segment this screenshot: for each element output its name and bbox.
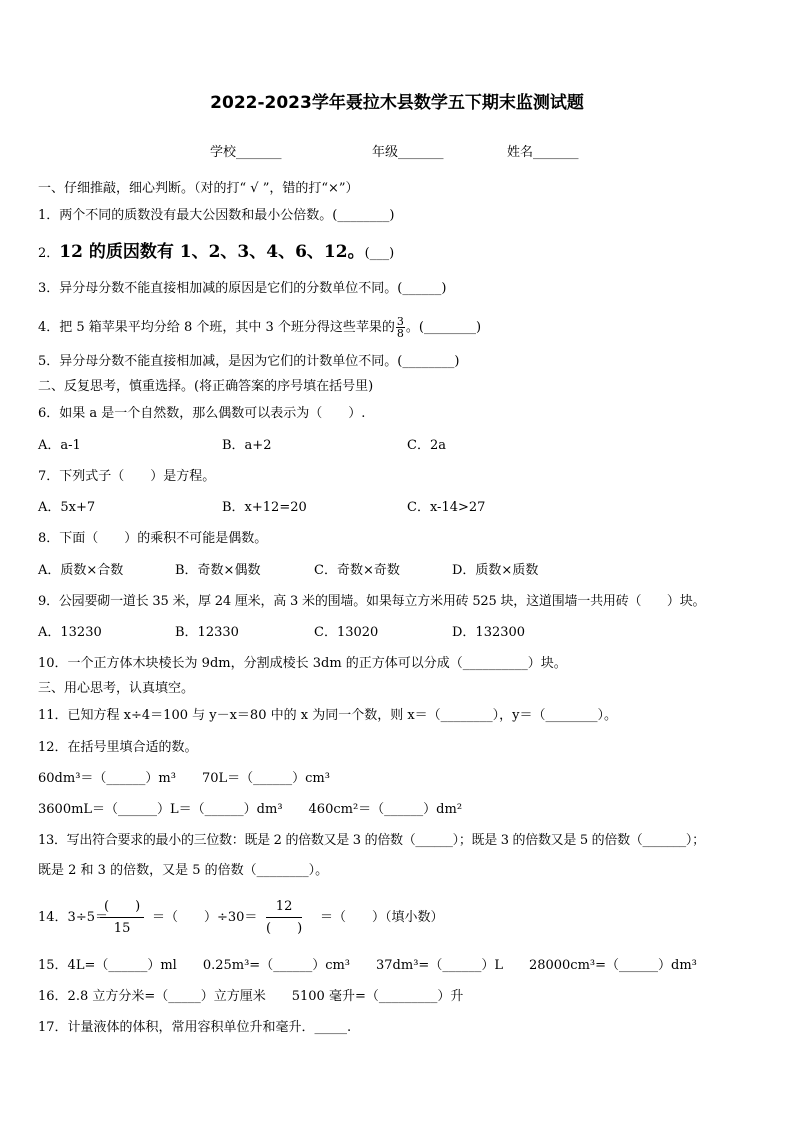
- question-2: [38, 243, 394, 263]
- fraction-numerator: ( ): [100, 899, 144, 918]
- q7-option-c: C．x-14>27: [407, 500, 486, 515]
- page-title: 2022-2023学年聂拉木县数学五下期末监测试题: [210, 93, 584, 113]
- question-13-line-1: 13．写出符合要求的最小的三位数：既是 2 的倍数又是 3 的倍数（______）；既是 3 的倍数又是 5 的倍数（_______）；: [38, 833, 705, 848]
- q8-option-b: B．奇数×偶数: [175, 563, 261, 578]
- question-9: 9．公园要砌一道长 35 米，厚 24 厘米，高 3 米的围墙。如果每立方米用砖 525 块，这道围墙一共用砖（ ）块。: [38, 594, 706, 609]
- question-7: 7．下列式子（ ）是方程。: [38, 469, 216, 484]
- question-17: 17．计量液体的体积，常用容积单位升和毫升．_____.: [38, 1020, 352, 1035]
- q7-option-b: B．x+12=20: [222, 500, 307, 515]
- q6-option-b: B．a+2: [222, 438, 272, 453]
- fraction-denominator: ( ): [266, 921, 303, 936]
- q8-option-d: D．质数×质数: [452, 563, 539, 578]
- question-12-line-2: 3600mL＝（______）L＝（______）dm³ 460cm²＝（______）dm²: [38, 802, 463, 817]
- question-8: 8．下面（ ）的乘积不可能是偶数。: [38, 531, 268, 546]
- question-12-line-1: 60dm³＝（______）m³ 70L＝（______）cm³: [38, 771, 330, 786]
- grade-field: 年级_______: [372, 145, 444, 160]
- question-4: [38, 316, 481, 339]
- question-1: 1．两个不同的质数没有最大公因数和最小公倍数。(________): [38, 208, 395, 223]
- q8-option-a: A．质数×合数: [38, 563, 124, 578]
- question-10: 10．一个正方体木块棱长为 9dm，分割成棱长 3dm 的正方体可以分成（__________）块。: [38, 656, 567, 671]
- question-13-line-2: 既是 2 和 3 的倍数，又是 5 的倍数（________）。: [38, 863, 329, 878]
- q6-option-a: A．a-1: [38, 438, 81, 453]
- question-15: 15．4L=（______）ml 0.25m³=（______）cm³ 37dm³=（______）L 28000cm³=（______）dm³: [38, 958, 697, 973]
- fraction-numerator: 3: [396, 315, 404, 328]
- q6-option-c: C．2a: [407, 438, 446, 453]
- q9-option-b: B．12330: [175, 625, 239, 640]
- school-field: 学校_______: [210, 145, 282, 160]
- question-2-blank: (___): [364, 246, 395, 261]
- fraction-numerator: 12: [266, 899, 302, 918]
- q9-option-d: D．132300: [452, 625, 526, 640]
- fraction-3-8: [396, 316, 405, 339]
- question-12: 12．在括号里填合适的数。: [38, 740, 198, 755]
- question-4-text: 4．把 5 箱苹果平均分给 8 个班，其中 3 个班分得这些苹果的: [38, 320, 395, 335]
- question-11: 11．已知方程 x÷4＝100 与 y－x＝80 中的 x 为同一个数，则 x＝（________），y＝（________）。: [38, 708, 618, 723]
- q8-option-c: C．奇数×奇数: [314, 563, 400, 578]
- section-heading-3: 三、用心思考，认真填空。: [38, 681, 195, 696]
- q9-option-a: A．13230: [38, 625, 102, 640]
- section-heading-2: 二、反复思考，慎重选择。(将正确答案的序号填在括号里): [38, 379, 374, 394]
- question-6: 6．如果 a 是一个自然数，那么偶数可以表示为（ ）.: [38, 406, 366, 421]
- section-heading-1: 一、仔细推敲，细心判断。（对的打“ √ ”，错的打“×”）: [38, 181, 359, 196]
- question-2-text: 12 的质因数有 1、2、3、4、6、12。: [59, 242, 365, 262]
- question-14-middle: ＝（ ）÷30＝: [152, 910, 258, 925]
- name-field: 姓名_______: [507, 145, 579, 160]
- question-2-number: 2．: [38, 246, 60, 261]
- question-4-blank: 。(________): [405, 320, 482, 335]
- fraction-denominator: 8: [396, 327, 404, 340]
- question-14-prefix: 14．3÷5＝: [38, 910, 108, 925]
- question-5: 5．异分母分数不能直接相加减，是因为它们的计数单位不同。(________): [38, 354, 460, 369]
- question-14-fraction-1: [100, 899, 144, 937]
- q7-option-a: A．5x+7: [38, 500, 96, 515]
- question-14-suffix: ＝（ ）（填小数）: [320, 910, 444, 925]
- question-16: 16．2.8 立方分米=（_____）立方厘米 5100 毫升=（_________）升: [38, 989, 464, 1004]
- fraction-denominator: 15: [113, 921, 131, 936]
- question-3: 3．异分母分数不能直接相加减的原因是它们的分数单位不同。(______): [38, 281, 447, 296]
- question-14-fraction-2: [266, 899, 302, 937]
- q9-option-c: C．13020: [314, 625, 379, 640]
